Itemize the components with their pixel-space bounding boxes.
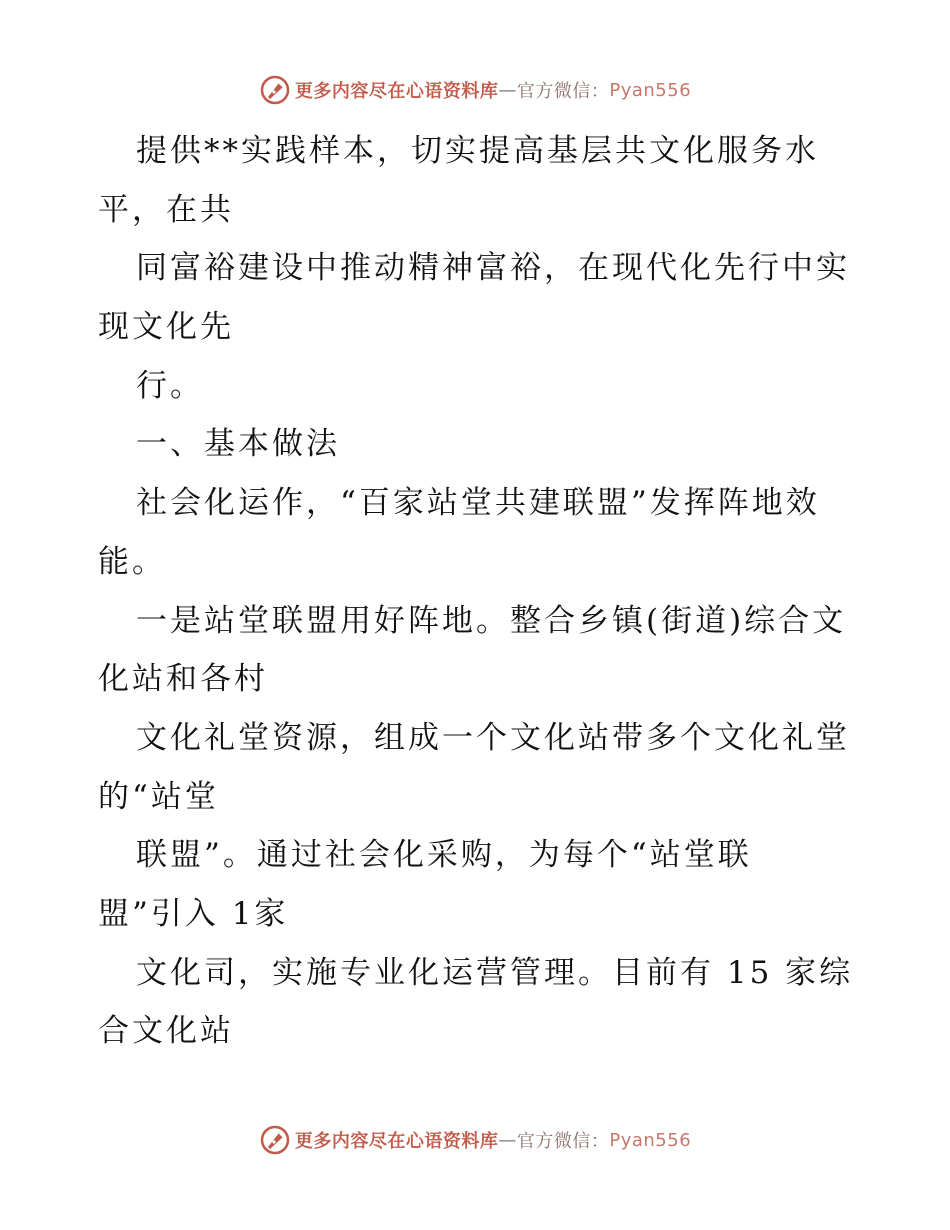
paragraph-line: 行。 — [136, 367, 204, 404]
paragraph-line: 社会化运作，“百家站堂共建联盟”发挥阵地效 — [136, 485, 820, 522]
paragraph-line: 联盟”。通过社会化采购，为每个“站堂联 — [136, 837, 752, 874]
watermark-banner-top — [0, 72, 950, 108]
paragraph-line: 能。 — [98, 543, 166, 580]
paragraph-line: 同富裕建设中推动精神富裕，在现代化先行中实 — [136, 250, 850, 287]
watermark-separator: — — [498, 1129, 517, 1151]
watermark-main-text: 更多内容尽在心语资料库 — [294, 81, 499, 102]
section-heading: 一、基本做法 — [136, 426, 340, 463]
paragraph-line: 平，在共 — [98, 191, 234, 228]
watermark-label: 官方微信： — [516, 81, 610, 102]
watermark-label: 官方微信： — [516, 1131, 610, 1152]
document-body — [98, 122, 858, 1061]
paragraph-line: 提供**实践样本，切实提高基层共文化服务水 — [136, 133, 819, 169]
watermark-handle: Pyan556 — [609, 1129, 692, 1151]
watermark-separator: — — [498, 79, 517, 101]
paragraph-line: 现文化先 — [98, 309, 234, 346]
watermark-banner-bottom — [0, 1122, 950, 1158]
paragraph-line: 化站和各村 — [98, 661, 268, 698]
paragraph-line: 盟”引入 1家 — [98, 895, 289, 932]
pen-nib-logo-icon — [259, 74, 291, 106]
watermark-main-text: 更多内容尽在心语资料库 — [294, 1131, 499, 1152]
pen-nib-logo-icon — [259, 1124, 291, 1156]
paragraph-line: 文化礼堂资源，组成一个文化站带多个文化礼堂 — [136, 719, 850, 756]
paragraph-line: 的“站堂 — [98, 778, 219, 815]
paragraph-line: 文化司，实施专业化运营管理。目前有 15 家综 — [136, 954, 854, 991]
paragraph-line: 一是站堂联盟用好阵地。整合乡镇(街道)综合文 — [136, 602, 847, 639]
paragraph-line: 合文化站 — [98, 1013, 234, 1050]
watermark-handle: Pyan556 — [609, 79, 692, 101]
